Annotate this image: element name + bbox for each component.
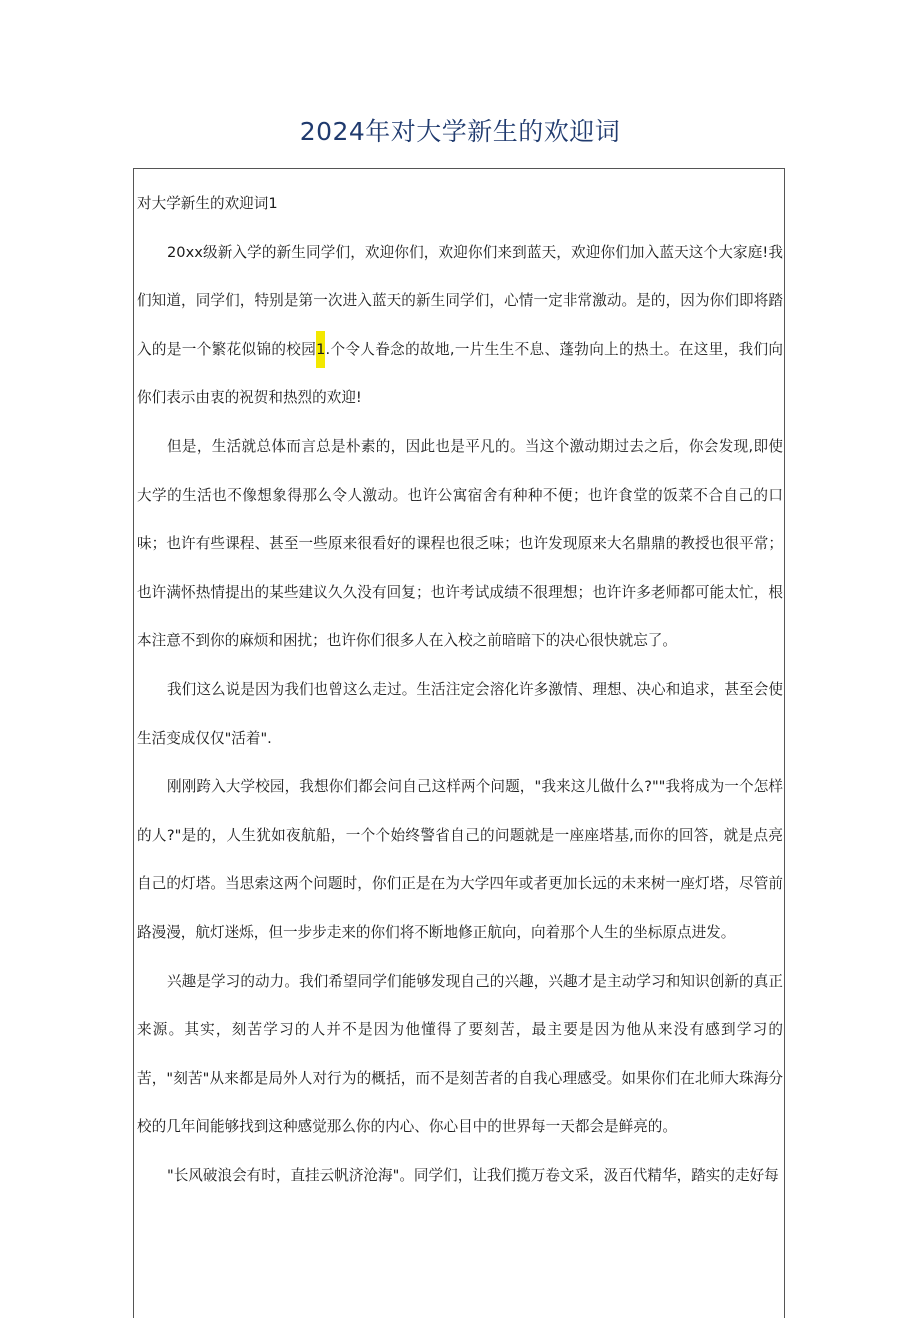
paragraph-5: 兴趣是学习的动力。我们希望同学们能够发现自己的兴趣，兴趣才是主动学习和知识创新的真正来源。其实，刻苦学习的人并不是因为他懂得了要刻苦，最主要是因为他从来没有感到学习的苦，"刻苦"从来都是局外人对行为的概括，而不是刻苦者的自我心理感受。如果你们在北师大珠海分校的几年间能够找到这种感觉那么你的内心、你心目中的世界每一天都会是鲜亮的。: [137, 972, 783, 1136]
highlight-mark: 1: [316, 331, 325, 368]
paragraph-3: 我们这么说是因为我们也曾这么走过。生活注定会溶化许多激情、理想、决心和追求，甚至会使生活变成仅仅"活着".: [137, 680, 783, 747]
document-body: [137, 180, 783, 1200]
paragraph-1: [137, 229, 783, 423]
section-heading: 对大学新生的欢迎词1: [137, 195, 278, 212]
paragraph-6: "长风破浪会有时，直挂云帆济沧海"。同学们，让我们揽万卷文采，汲百代精华，踏实的走好每: [167, 1166, 779, 1184]
paragraph-2: 但是，生活就总体而言总是朴素的，因此也是平凡的。当这个激动期过去之后，你会发现,即使大学的生活也不像想象得那么令人激动。也许公寓宿舍有种种不便；也许食堂的饭菜不合自己的口味；也许有些课程、甚至一些原来很看好的课程也很乏味；也许发现原来大名鼎鼎的教授也很平常；也许满怀热情提出的某些建议久久没有回复；也许考试成绩不很理想；也许许多老师都可能太忙，根本注意不到你的麻烦和困扰；也许你们很多人在入校之前暗暗下的决心很快就忘了。: [137, 437, 783, 650]
paragraph-1-text-after: .个令人眷念的故地,一片生生不息、蓬勃向上的热土。在这里，我们向你们表示由衷的祝贺和热烈的欢迎!: [137, 340, 783, 407]
paragraph-4: 刚刚跨入大学校园，我想你们都会问自己这样两个问题，"我来这儿做什么?""我将成为一个怎样的人?"是的，人生犹如夜航船，一个个始终警省自己的问题就是一座座塔基,而你的回答，就是点亮自己的灯塔。当思索这两个问题时，你们正是在为大学四年或者更加长远的未来树一座灯塔，尽管前路漫漫，航灯迷烁，但一步步走来的你们将不断地修正航向，向着那个人生的坐标原点进发。: [137, 778, 783, 941]
document-title: 2024年对大学新生的欢迎词: [299, 117, 621, 146]
paragraph-1-text-before: 20xx级新入学的新生同学们，欢迎你们，欢迎你们来到蓝天，欢迎你们加入蓝天这个大家庭!我们知道，同学们，特别是第一次进入蓝天的新生同学们，心情一定非常激动。是的，因为你们即将踏入的是一个繁花似锦的校园: [137, 243, 783, 358]
